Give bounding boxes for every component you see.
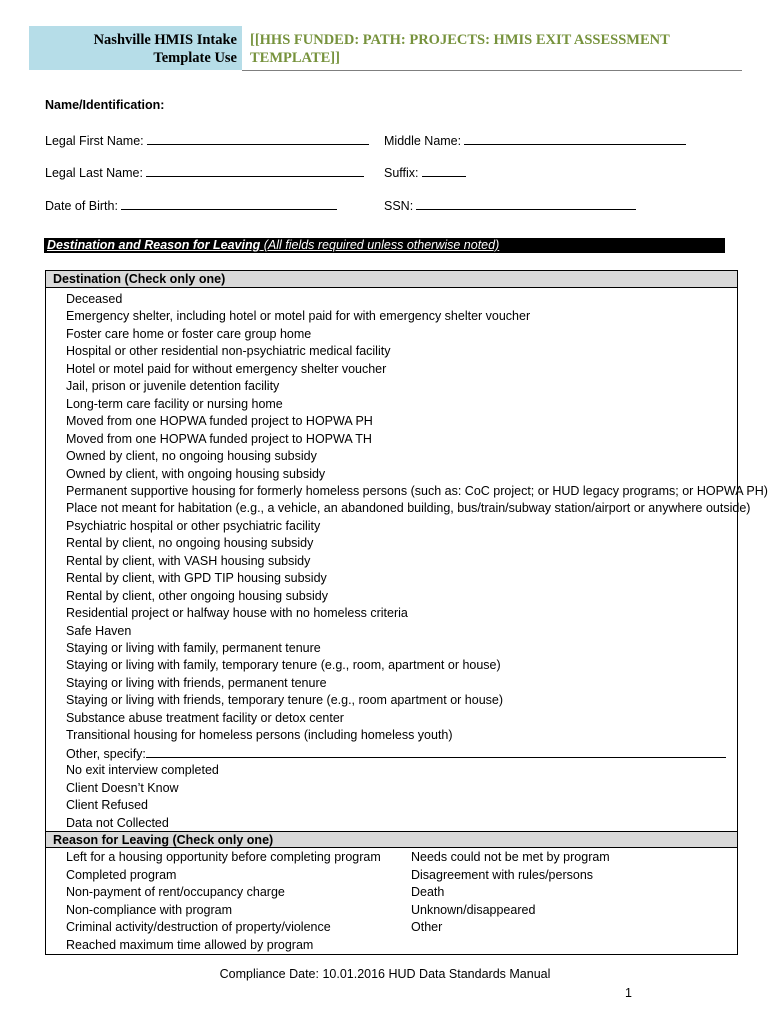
reason-option[interactable]: Disagreement with rules/persons (411, 867, 594, 882)
destination-option[interactable] (66, 535, 313, 552)
template-label (29, 26, 242, 70)
first-name-field[interactable] (45, 131, 369, 148)
reason-option[interactable]: Completed program (66, 867, 177, 882)
first-name-label: Legal First Name: (45, 134, 144, 148)
destination-option-label: Rental by client, with GPD TIP housing subsidy (66, 571, 327, 586)
destination-option-label: Rental by client, with VASH housing subsidy (66, 553, 311, 568)
destination-option[interactable] (66, 378, 279, 395)
destination-option[interactable] (66, 553, 310, 570)
template-title-line1: [[HHS FUNDED: PATH: PROJECTS: HMIS EXIT ASSESSMENT (250, 32, 670, 48)
destination-option[interactable] (66, 623, 131, 640)
last-name-field[interactable] (45, 163, 364, 180)
suffix-field[interactable] (384, 163, 466, 180)
destination-option-label: Jail, prison or juvenile detention facility (66, 379, 280, 394)
destination-option[interactable] (66, 797, 148, 814)
destination-option-label: Permanent supportive housing for formerly homeless persons (such as: CoC project; or HUD legacy programs; or HOPWA PH) (66, 483, 768, 498)
section-banner-title: Destination and Reason for Leaving (47, 238, 261, 252)
reason-option[interactable]: Death (411, 885, 445, 899)
dob-label: Date of Birth: (45, 199, 118, 213)
destination-reason-box (45, 270, 768, 955)
destination-option-label: Staying or living with friends, permanent tenure (66, 675, 327, 690)
destination-option[interactable] (66, 448, 317, 465)
destination-option[interactable] (66, 780, 179, 797)
template-title-line2: TEMPLATE]] (250, 50, 340, 66)
page-number: 1 (625, 986, 632, 1000)
ssn-line[interactable] (416, 196, 636, 210)
destination-option[interactable] (66, 308, 530, 325)
destination-heading: Destination (Check only one) (46, 271, 737, 288)
destination-option[interactable] (66, 343, 390, 360)
destination-option-label: Long-term care facility or nursing home (66, 396, 283, 411)
destination-option-label: Foster care home or foster care group home (66, 326, 312, 341)
reason-option[interactable]: Reached maximum time allowed by program (66, 937, 314, 952)
destination-option-label: Psychiatric hospital or other psychiatric facility (66, 518, 321, 533)
dob-field[interactable] (45, 196, 337, 213)
destination-option-label: Residential project or halfway house with no homeless criteria (66, 606, 408, 621)
reason-option[interactable]: Other (411, 920, 443, 934)
dob-line[interactable] (121, 196, 337, 210)
destination-option-label: Rental by client, no ongoing housing subsidy (66, 536, 314, 551)
section-banner (44, 238, 725, 253)
last-name-line[interactable] (146, 163, 364, 177)
destination-option[interactable] (66, 326, 311, 343)
destination-option-label: Data not Collected (66, 815, 169, 830)
ssn-field[interactable] (384, 196, 636, 213)
reason-option[interactable]: Criminal activity/destruction of property/violence (66, 920, 331, 934)
middle-name-line[interactable] (464, 131, 686, 145)
section-banner-note: (All fields required unless otherwise noted) (263, 238, 500, 252)
destination-option-label: Place not meant for habitation (e.g., a vehicle, an abandoned building, bus/train/subway station/airport or anywhere outside) (66, 501, 751, 516)
compliance-footer: Compliance Date: 10.01.2016 HUD Data Standards Manual (219, 967, 551, 981)
destination-option-label: Moved from one HOPWA funded project to HOPWA PH (66, 414, 373, 429)
destination-option-label: Staying or living with family, temporary tenure (e.g., room, apartment or house) (66, 658, 501, 673)
destination-option[interactable] (66, 675, 327, 692)
destination-option-label: No exit interview completed (66, 763, 219, 778)
header-divider (242, 70, 742, 71)
reason-option[interactable]: Left for a housing opportunity before completing program (66, 850, 381, 864)
destination-option[interactable] (66, 570, 327, 587)
reason-heading: Reason for Leaving (Check only one) (46, 831, 737, 848)
destination-option[interactable] (66, 518, 320, 535)
reason-option[interactable]: Needs could not be met by program (411, 850, 610, 864)
identification-heading: Name/Identification: (45, 98, 165, 112)
destination-option[interactable] (66, 762, 219, 779)
ssn-label: SSN: (384, 199, 414, 213)
destination-option-label: Staying or living with friends, temporary tenure (e.g., room apartment or house) (66, 693, 504, 708)
destination-option[interactable] (66, 657, 501, 674)
destination-option-label: Hotel or motel paid for without emergency shelter voucher (66, 361, 387, 376)
reason-option[interactable]: Non-payment of rent/occupancy charge (66, 885, 285, 899)
destination-option[interactable] (66, 815, 169, 832)
destination-option[interactable] (66, 431, 372, 448)
suffix-line[interactable] (422, 163, 466, 177)
suffix-label: Suffix: (384, 166, 419, 180)
template-label-line2: Template Use (153, 50, 237, 66)
last-name-label: Legal Last Name: (45, 166, 143, 180)
destination-option[interactable] (66, 500, 750, 517)
destination-option-label: Client Refused (66, 798, 148, 813)
destination-option-label: Moved from one HOPWA funded project to HOPWA TH (66, 431, 372, 446)
destination-option[interactable] (66, 745, 726, 763)
middle-name-field[interactable] (384, 131, 686, 148)
destination-option[interactable] (66, 727, 453, 744)
destination-option[interactable] (66, 396, 283, 413)
reason-option[interactable]: Non-compliance with program (66, 902, 233, 917)
destination-option-label: Hospital or other residential non-psychiatric medical facility (66, 344, 391, 359)
destination-option[interactable] (66, 483, 768, 500)
destination-option-label: Rental by client, other ongoing housing subsidy (66, 588, 328, 603)
destination-option[interactable] (66, 640, 321, 657)
reason-option[interactable]: Unknown/disappeared (411, 902, 536, 917)
destination-option-label: Deceased (66, 292, 123, 306)
destination-option[interactable] (66, 692, 503, 709)
destination-option[interactable] (66, 588, 328, 605)
template-title (250, 31, 730, 67)
destination-option[interactable] (66, 361, 386, 378)
destination-option[interactable] (66, 291, 122, 308)
destination-option-label: Transitional housing for homeless persons (including homeless youth) (66, 728, 453, 743)
destination-option-label: Substance abuse treatment facility or detox center (66, 710, 344, 725)
first-name-line[interactable] (147, 131, 369, 145)
destination-option[interactable] (66, 466, 325, 483)
destination-option[interactable] (66, 413, 373, 430)
destination-option-label: Other, specify: (66, 746, 146, 761)
destination-option[interactable] (66, 605, 408, 622)
template-label-line1: Nashville HMIS Intake (93, 32, 237, 48)
middle-name-label: Middle Name: (384, 134, 462, 148)
destination-option-label: Safe Haven (66, 623, 132, 638)
destination-option-label: Client Doesn’t Know (66, 780, 179, 795)
destination-option-label: Owned by client, no ongoing housing subsidy (66, 449, 317, 464)
other-specify-line[interactable] (146, 745, 726, 758)
destination-option-label: Emergency shelter, including hotel or motel paid for with emergency shelter voucher (66, 309, 531, 324)
destination-option-label: Staying or living with family, permanent tenure (66, 641, 321, 655)
destination-option-label: Owned by client, with ongoing housing subsidy (66, 466, 326, 481)
destination-option[interactable] (66, 710, 344, 727)
